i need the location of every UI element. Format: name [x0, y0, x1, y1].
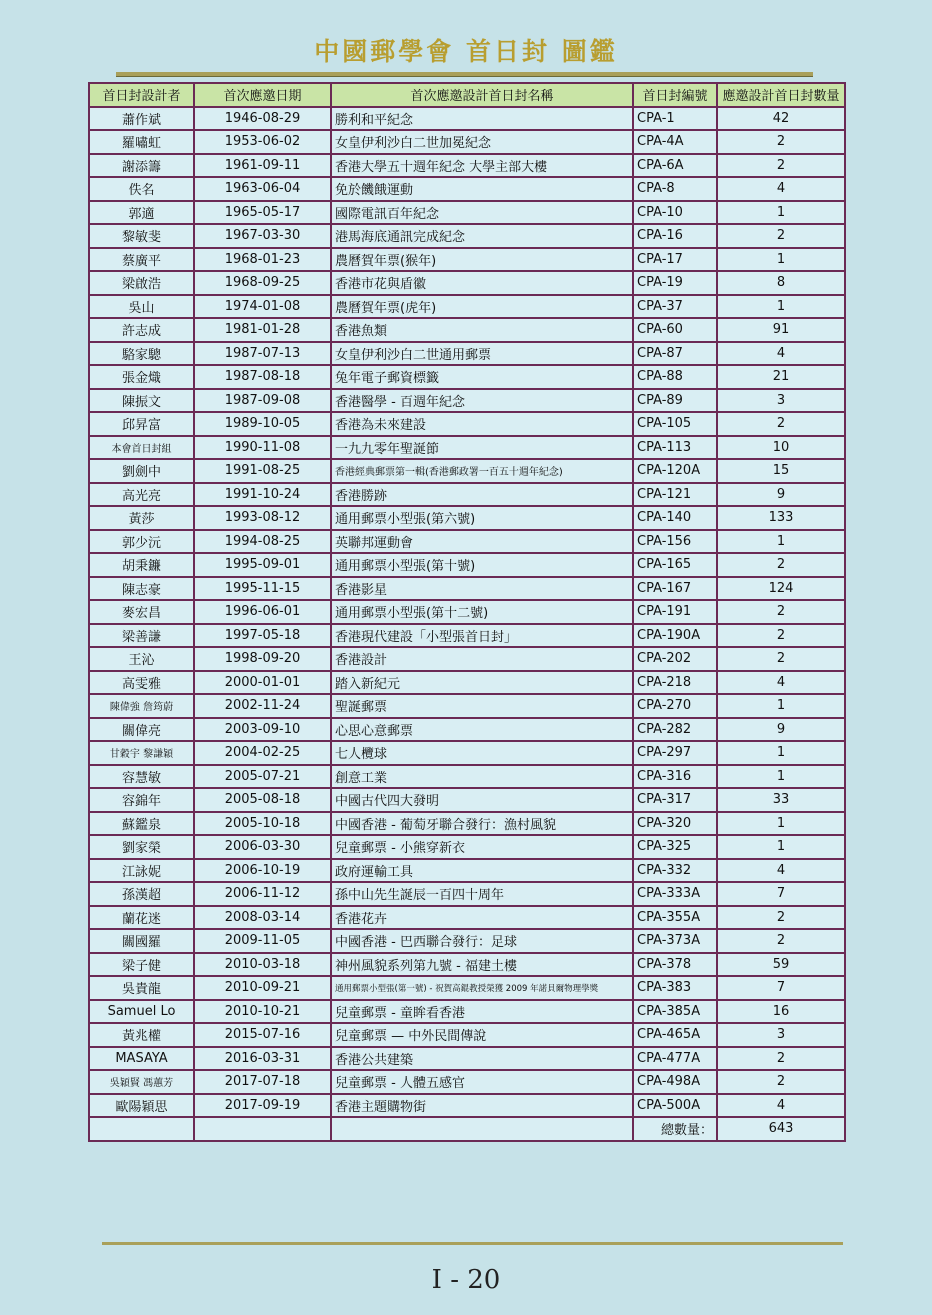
cover-name-cell: 中國香港 - 葡萄牙聯合發行：漁村風貌: [331, 812, 633, 836]
table-row: [89, 765, 845, 789]
cover-name-cell: 一九九零年聖誕節: [331, 436, 633, 460]
cover-number-cell: CPA-88: [633, 365, 717, 389]
cover-number-cell: CPA-89: [633, 389, 717, 413]
designer-cell: 容慧敏: [89, 765, 194, 789]
cover-number-cell: CPA-113: [633, 436, 717, 460]
cover-number-cell: CPA-385A: [633, 1000, 717, 1024]
date-cell: 1946-08-29: [194, 107, 331, 131]
date-cell: 2010-10-21: [194, 1000, 331, 1024]
designer-cell: 本會首日封組: [89, 436, 194, 460]
footer-rule: [102, 1242, 843, 1245]
table-row: [89, 859, 845, 883]
empty-cell: [194, 1117, 331, 1141]
date-cell: 2005-08-18: [194, 788, 331, 812]
date-cell: 1990-11-08: [194, 436, 331, 460]
cover-name-cell: 農曆賀年票(虎年): [331, 295, 633, 319]
designer-cell: 孫漢超: [89, 882, 194, 906]
designer-cell: 郭少沅: [89, 530, 194, 554]
cover-number-cell: CPA-270: [633, 694, 717, 718]
cover-number-cell: CPA-17: [633, 248, 717, 272]
table-row: [89, 295, 845, 319]
table-row: [89, 318, 845, 342]
cover-number-cell: CPA-465A: [633, 1023, 717, 1047]
date-cell: 1993-08-12: [194, 506, 331, 530]
header-quantity: 應邀設計首日封數量: [717, 83, 845, 107]
quantity-cell: 2: [717, 553, 845, 577]
cover-number-cell: CPA-4A: [633, 130, 717, 154]
table-row: [89, 130, 845, 154]
date-cell: 2009-11-05: [194, 929, 331, 953]
quantity-cell: 4: [717, 671, 845, 695]
cover-number-cell: CPA-297: [633, 741, 717, 765]
designer-cell: 陳偉強 詹筠蔚: [89, 694, 194, 718]
table-row: [89, 835, 845, 859]
quantity-cell: 1: [717, 835, 845, 859]
designer-cell: 蘇鑑泉: [89, 812, 194, 836]
designer-cell: 梁啟浩: [89, 271, 194, 295]
date-cell: 1968-09-25: [194, 271, 331, 295]
date-cell: 1995-11-15: [194, 577, 331, 601]
cover-name-cell: 中國古代四大發明: [331, 788, 633, 812]
designer-cell: 邱昇富: [89, 412, 194, 436]
cover-number-cell: CPA-325: [633, 835, 717, 859]
date-cell: 2006-10-19: [194, 859, 331, 883]
date-cell: 1981-01-28: [194, 318, 331, 342]
quantity-cell: 7: [717, 976, 845, 1000]
date-cell: 1991-10-24: [194, 483, 331, 507]
table-row: [89, 647, 845, 671]
date-cell: 1987-07-13: [194, 342, 331, 366]
title-rule: [116, 72, 813, 77]
date-cell: 1998-09-20: [194, 647, 331, 671]
cover-name-cell: 香港為未來建設: [331, 412, 633, 436]
quantity-cell: 2: [717, 1047, 845, 1071]
quantity-cell: 4: [717, 342, 845, 366]
cover-number-cell: CPA-1: [633, 107, 717, 131]
date-cell: 2004-02-25: [194, 741, 331, 765]
page-title: 中國郵學會 首日封 圖鑑: [314, 37, 618, 66]
cover-name-cell: 神州風貌系列第九號 - 福建土樓: [331, 953, 633, 977]
cover-name-cell: 香港勝跡: [331, 483, 633, 507]
cover-name-cell: 孫中山先生誕辰一百四十周年: [331, 882, 633, 906]
designer-cell: 關偉亮: [89, 718, 194, 742]
quantity-cell: 8: [717, 271, 845, 295]
cover-number-cell: CPA-10: [633, 201, 717, 225]
table-row: [89, 530, 845, 554]
table-row: [89, 671, 845, 695]
designer-cell: 謝添籌: [89, 154, 194, 178]
cover-name-cell: 女皇伊利沙白二世加冕紀念: [331, 130, 633, 154]
cover-name-cell: 香港現代建設「小型張首日封」: [331, 624, 633, 648]
designer-cell: 蘭花迷: [89, 906, 194, 930]
designer-cell: 羅嘯虹: [89, 130, 194, 154]
designer-cell: 梁子健: [89, 953, 194, 977]
quantity-cell: 4: [717, 177, 845, 201]
table-row: [89, 365, 845, 389]
cover-number-cell: CPA-156: [633, 530, 717, 554]
cover-number-cell: CPA-218: [633, 671, 717, 695]
header-cover-number: 首日封編號: [633, 83, 717, 107]
designer-cell: 陳志豪: [89, 577, 194, 601]
cover-name-cell: 通用郵票小型張(第六號): [331, 506, 633, 530]
cover-number-cell: CPA-6A: [633, 154, 717, 178]
table-row: [89, 812, 845, 836]
designer-cell: 陳振文: [89, 389, 194, 413]
cover-name-cell: 香港設計: [331, 647, 633, 671]
designer-cell: 劉家榮: [89, 835, 194, 859]
cover-name-cell: 通用郵票小型張(第十號): [331, 553, 633, 577]
table-row: [89, 624, 845, 648]
date-cell: 2010-09-21: [194, 976, 331, 1000]
cover-name-cell: 國際電訊百年紀念: [331, 201, 633, 225]
cover-number-cell: CPA-37: [633, 295, 717, 319]
designer-cell: 郭適: [89, 201, 194, 225]
table-row: [89, 577, 845, 601]
cover-number-cell: CPA-373A: [633, 929, 717, 953]
date-cell: 1967-03-30: [194, 224, 331, 248]
cover-name-cell: 兒童郵票 - 人體五感官: [331, 1070, 633, 1094]
date-cell: 2003-09-10: [194, 718, 331, 742]
cover-name-cell: 香港大學五十週年紀念 大學主部大樓: [331, 154, 633, 178]
date-cell: 1974-01-08: [194, 295, 331, 319]
designer-cell: 黎敏斐: [89, 224, 194, 248]
designer-cell: 歐陽穎思: [89, 1094, 194, 1118]
quantity-cell: 16: [717, 1000, 845, 1024]
quantity-cell: 7: [717, 882, 845, 906]
cover-number-cell: CPA-498A: [633, 1070, 717, 1094]
designer-cell: 蕭作斌: [89, 107, 194, 131]
quantity-cell: 91: [717, 318, 845, 342]
cover-name-cell: 心思心意郵票: [331, 718, 633, 742]
date-cell: 1963-06-04: [194, 177, 331, 201]
cover-name-cell: 七人欖球: [331, 741, 633, 765]
cover-name-cell: 兔年電子郵資標籤: [331, 365, 633, 389]
quantity-cell: 4: [717, 859, 845, 883]
table-row: [89, 718, 845, 742]
header-first-date: 首次應邀日期: [194, 83, 331, 107]
table-row: [89, 1047, 845, 1071]
cover-number-cell: CPA-60: [633, 318, 717, 342]
cover-name-cell: 農曆賀年票(猴年): [331, 248, 633, 272]
quantity-cell: 2: [717, 624, 845, 648]
date-cell: 1987-09-08: [194, 389, 331, 413]
cover-number-cell: CPA-282: [633, 718, 717, 742]
cover-number-cell: CPA-87: [633, 342, 717, 366]
quantity-cell: 3: [717, 389, 845, 413]
quantity-cell: 1: [717, 530, 845, 554]
date-cell: 2006-03-30: [194, 835, 331, 859]
designer-cell: 麥宏昌: [89, 600, 194, 624]
table-row: [89, 741, 845, 765]
quantity-cell: 1: [717, 201, 845, 225]
quantity-cell: 2: [717, 412, 845, 436]
table-row: [89, 271, 845, 295]
quantity-cell: 2: [717, 130, 845, 154]
cover-number-cell: CPA-191: [633, 600, 717, 624]
date-cell: 2005-10-18: [194, 812, 331, 836]
cover-number-cell: CPA-16: [633, 224, 717, 248]
cover-name-cell: 中國香港 - 巴西聯合發行：足球: [331, 929, 633, 953]
date-cell: 1961-09-11: [194, 154, 331, 178]
quantity-cell: 1: [717, 694, 845, 718]
table-row: [89, 553, 845, 577]
quantity-cell: 4: [717, 1094, 845, 1118]
designer-cell: 梁善謙: [89, 624, 194, 648]
quantity-cell: 2: [717, 224, 845, 248]
table-row: [89, 177, 845, 201]
table-row: [89, 1023, 845, 1047]
cover-number-cell: CPA-332: [633, 859, 717, 883]
cover-name-cell: 香港主題購物街: [331, 1094, 633, 1118]
cover-name-cell: 兒童郵票 - 小熊穿新衣: [331, 835, 633, 859]
date-cell: 2017-09-19: [194, 1094, 331, 1118]
designer-cell: 黃莎: [89, 506, 194, 530]
designer-cell: 張金熾: [89, 365, 194, 389]
quantity-cell: 1: [717, 812, 845, 836]
header-cover-name: 首次應邀設計首日封名稱: [331, 83, 633, 107]
designer-cell: Samuel Lo: [89, 1000, 194, 1024]
cover-number-cell: CPA-190A: [633, 624, 717, 648]
designer-cell: 蔡廣平: [89, 248, 194, 272]
empty-cell: [331, 1117, 633, 1141]
date-cell: 1953-06-02: [194, 130, 331, 154]
table-row: [89, 342, 845, 366]
cover-number-cell: CPA-317: [633, 788, 717, 812]
designer-cell: 佚名: [89, 177, 194, 201]
date-cell: 1991-08-25: [194, 459, 331, 483]
empty-cell: [89, 1117, 194, 1141]
quantity-cell: 2: [717, 647, 845, 671]
date-cell: 2015-07-16: [194, 1023, 331, 1047]
table-row: [89, 882, 845, 906]
page-number: I - 20: [431, 1265, 501, 1295]
cover-name-cell: 香港魚類: [331, 318, 633, 342]
table-row: [89, 600, 845, 624]
cover-name-cell: 女皇伊利沙白二世通用郵票: [331, 342, 633, 366]
cover-number-cell: CPA-378: [633, 953, 717, 977]
cover-number-cell: CPA-202: [633, 647, 717, 671]
quantity-cell: 2: [717, 154, 845, 178]
cover-number-cell: CPA-165: [633, 553, 717, 577]
cover-name-cell: 聖誕郵票: [331, 694, 633, 718]
date-cell: 2016-03-31: [194, 1047, 331, 1071]
quantity-cell: 2: [717, 600, 845, 624]
cover-name-cell: 創意工業: [331, 765, 633, 789]
table-row: [89, 389, 845, 413]
designer-cell: 許志成: [89, 318, 194, 342]
cover-name-cell: 香港花卉: [331, 906, 633, 930]
cover-name-cell: 香港影星: [331, 577, 633, 601]
date-cell: 1987-08-18: [194, 365, 331, 389]
designer-cell: 關國羅: [89, 929, 194, 953]
cover-name-cell: 港馬海底通訊完成紀念: [331, 224, 633, 248]
date-cell: 1997-05-18: [194, 624, 331, 648]
designer-cell: 吳山: [89, 295, 194, 319]
designer-cell: 駱家驄: [89, 342, 194, 366]
table-row: [89, 976, 845, 1000]
header-designer: 首日封設計者: [89, 83, 194, 107]
cover-number-cell: CPA-8: [633, 177, 717, 201]
table-row: [89, 154, 845, 178]
date-cell: 2008-03-14: [194, 906, 331, 930]
table-row: [89, 201, 845, 225]
quantity-cell: 2: [717, 906, 845, 930]
date-cell: 2005-07-21: [194, 765, 331, 789]
cover-number-cell: CPA-316: [633, 765, 717, 789]
cover-number-cell: CPA-120A: [633, 459, 717, 483]
cover-name-cell: 通用郵票小型張(第一號) - 祝賀高錕教授榮獲 2009 年諾貝爾物理學獎: [331, 976, 633, 1000]
cover-name-cell: 免於饑餓運動: [331, 177, 633, 201]
table-row: [89, 506, 845, 530]
quantity-cell: 133: [717, 506, 845, 530]
quantity-cell: 59: [717, 953, 845, 977]
table-row: [89, 1094, 845, 1118]
cover-name-cell: 香港經典郵票第一輯(香港郵政署一百五十週年紀念): [331, 459, 633, 483]
designer-cell: 黃兆權: [89, 1023, 194, 1047]
table-row: [89, 929, 845, 953]
total-value: 643: [717, 1117, 845, 1141]
table-row: [89, 1000, 845, 1024]
cover-number-cell: CPA-500A: [633, 1094, 717, 1118]
designer-cell: 吳貴龍: [89, 976, 194, 1000]
date-cell: 1968-01-23: [194, 248, 331, 272]
date-cell: 2010-03-18: [194, 953, 331, 977]
date-cell: 2017-07-18: [194, 1070, 331, 1094]
quantity-cell: 42: [717, 107, 845, 131]
designer-cell: 劉劍中: [89, 459, 194, 483]
cover-name-cell: 勝利和平紀念: [331, 107, 633, 131]
quantity-cell: 2: [717, 929, 845, 953]
date-cell: 1996-06-01: [194, 600, 331, 624]
quantity-cell: 1: [717, 295, 845, 319]
cover-name-cell: 踏入新紀元: [331, 671, 633, 695]
date-cell: 1989-10-05: [194, 412, 331, 436]
cover-number-cell: CPA-477A: [633, 1047, 717, 1071]
table-row: [89, 694, 845, 718]
quantity-cell: 1: [717, 765, 845, 789]
table-row: [89, 788, 845, 812]
cover-name-cell: 香港醫學 - 百週年紀念: [331, 389, 633, 413]
quantity-cell: 1: [717, 741, 845, 765]
table-row: [89, 224, 845, 248]
total-label: 總數量：: [633, 1117, 717, 1141]
cover-name-cell: 英聯邦運動會: [331, 530, 633, 554]
table-row: [89, 412, 845, 436]
designer-cell: MASAYA: [89, 1047, 194, 1071]
cover-number-cell: CPA-140: [633, 506, 717, 530]
date-cell: 2002-11-24: [194, 694, 331, 718]
quantity-cell: 9: [717, 483, 845, 507]
total-row: [89, 1117, 845, 1141]
table-row: [89, 107, 845, 131]
cover-name-cell: 香港市花與盾徽: [331, 271, 633, 295]
cover-name-cell: 政府運輸工具: [331, 859, 633, 883]
designer-cell: 吳穎賢 馮蕙芳: [89, 1070, 194, 1094]
cover-name-cell: 兒童郵票 — 中外民間傳說: [331, 1023, 633, 1047]
quantity-cell: 15: [717, 459, 845, 483]
designer-cell: 高雯雅: [89, 671, 194, 695]
cover-number-cell: CPA-355A: [633, 906, 717, 930]
quantity-cell: 2: [717, 1070, 845, 1094]
cover-name-cell: 香港公共建築: [331, 1047, 633, 1071]
table-header-row: [89, 83, 845, 107]
cover-number-cell: CPA-333A: [633, 882, 717, 906]
quantity-cell: 1: [717, 248, 845, 272]
table-row: [89, 953, 845, 977]
cover-number-cell: CPA-383: [633, 976, 717, 1000]
quantity-cell: 124: [717, 577, 845, 601]
table-row: [89, 459, 845, 483]
designer-cell: 江詠妮: [89, 859, 194, 883]
cover-name-cell: 兒童郵票 - 童眸看香港: [331, 1000, 633, 1024]
table-row: [89, 1070, 845, 1094]
table-row: [89, 906, 845, 930]
quantity-cell: 10: [717, 436, 845, 460]
cover-name-cell: 通用郵票小型張(第十二號): [331, 600, 633, 624]
cover-number-cell: CPA-121: [633, 483, 717, 507]
designer-cell: 胡秉鐮: [89, 553, 194, 577]
quantity-cell: 9: [717, 718, 845, 742]
table-row: [89, 248, 845, 272]
quantity-cell: 3: [717, 1023, 845, 1047]
table-row: [89, 436, 845, 460]
date-cell: 2006-11-12: [194, 882, 331, 906]
designer-cell: 容錦年: [89, 788, 194, 812]
date-cell: 2000-01-01: [194, 671, 331, 695]
date-cell: 1965-05-17: [194, 201, 331, 225]
designer-cell: 甘穀宇 黎謙穎: [89, 741, 194, 765]
designer-cell: 王沁: [89, 647, 194, 671]
cover-number-cell: CPA-19: [633, 271, 717, 295]
designer-cell: 高光亮: [89, 483, 194, 507]
cover-number-cell: CPA-167: [633, 577, 717, 601]
cover-number-cell: CPA-320: [633, 812, 717, 836]
quantity-cell: 21: [717, 365, 845, 389]
table-row: [89, 483, 845, 507]
date-cell: 1994-08-25: [194, 530, 331, 554]
quantity-cell: 33: [717, 788, 845, 812]
first-day-cover-table: [88, 82, 846, 1142]
date-cell: 1995-09-01: [194, 553, 331, 577]
cover-number-cell: CPA-105: [633, 412, 717, 436]
